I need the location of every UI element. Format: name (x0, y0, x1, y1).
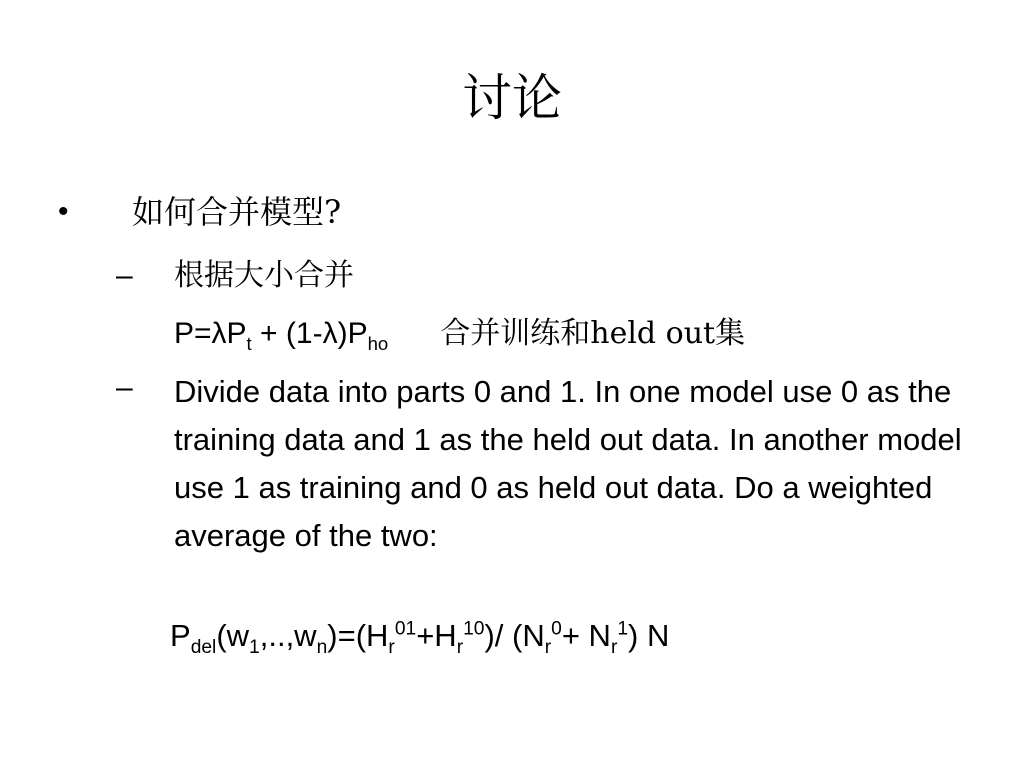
f2-plus-h: +H (416, 618, 457, 653)
f2-p: P (170, 618, 191, 653)
f2-sup-10: 10 (463, 618, 485, 640)
formula-sub-ho: ho (367, 333, 389, 354)
sub-bullet-2-text: Divide data into parts 0 and 1. In one model use 0 as the training data and 1 as the held out data. In another model use 1 as training and 0 as held out data. Do a weighted average of the two: (174, 374, 962, 553)
f2-sub-r1: r (388, 637, 395, 659)
formula-mid: + (1-λ)P (251, 317, 368, 350)
formula-sub-t: t (246, 333, 252, 354)
interpolation-formula-line (174, 314, 745, 354)
f2-sub-r2: r (456, 637, 464, 659)
deleted-interpolation-formula (170, 612, 669, 660)
f2-div-n: )/ (N (484, 618, 545, 653)
f2-plus-n: + N (561, 618, 611, 653)
f2-eq-h: )=(H (327, 618, 389, 653)
f2-sup-1: 1 (617, 618, 629, 640)
f2-sub-n: n (316, 637, 328, 659)
sub-bullet-2-symbol: – (116, 371, 133, 404)
f2-sup-01: 01 (394, 618, 417, 640)
sub-bullet-1-text: 根据大小合并 (174, 258, 354, 293)
slide-title: 讨论 (462, 69, 562, 127)
f2-sub-r3: r (544, 637, 552, 659)
bullet-text: 如何合并模型? (132, 193, 342, 231)
f2-end: ) N (628, 618, 670, 653)
f2-sub-r4: r (610, 637, 618, 659)
formula-p-lambda: P=λP (174, 317, 247, 350)
f2-sup-0: 0 (551, 618, 562, 640)
bullet-symbol: • (58, 195, 69, 228)
f2-sub-del: del (190, 637, 217, 659)
formula-note: 合并训练和held out集 (440, 316, 746, 351)
f2-w-open: (w (216, 618, 250, 653)
f2-sub-1: 1 (249, 637, 260, 659)
sub-bullet-1-symbol: – (116, 259, 133, 292)
f2-dots-w: ,..,w (259, 618, 317, 653)
